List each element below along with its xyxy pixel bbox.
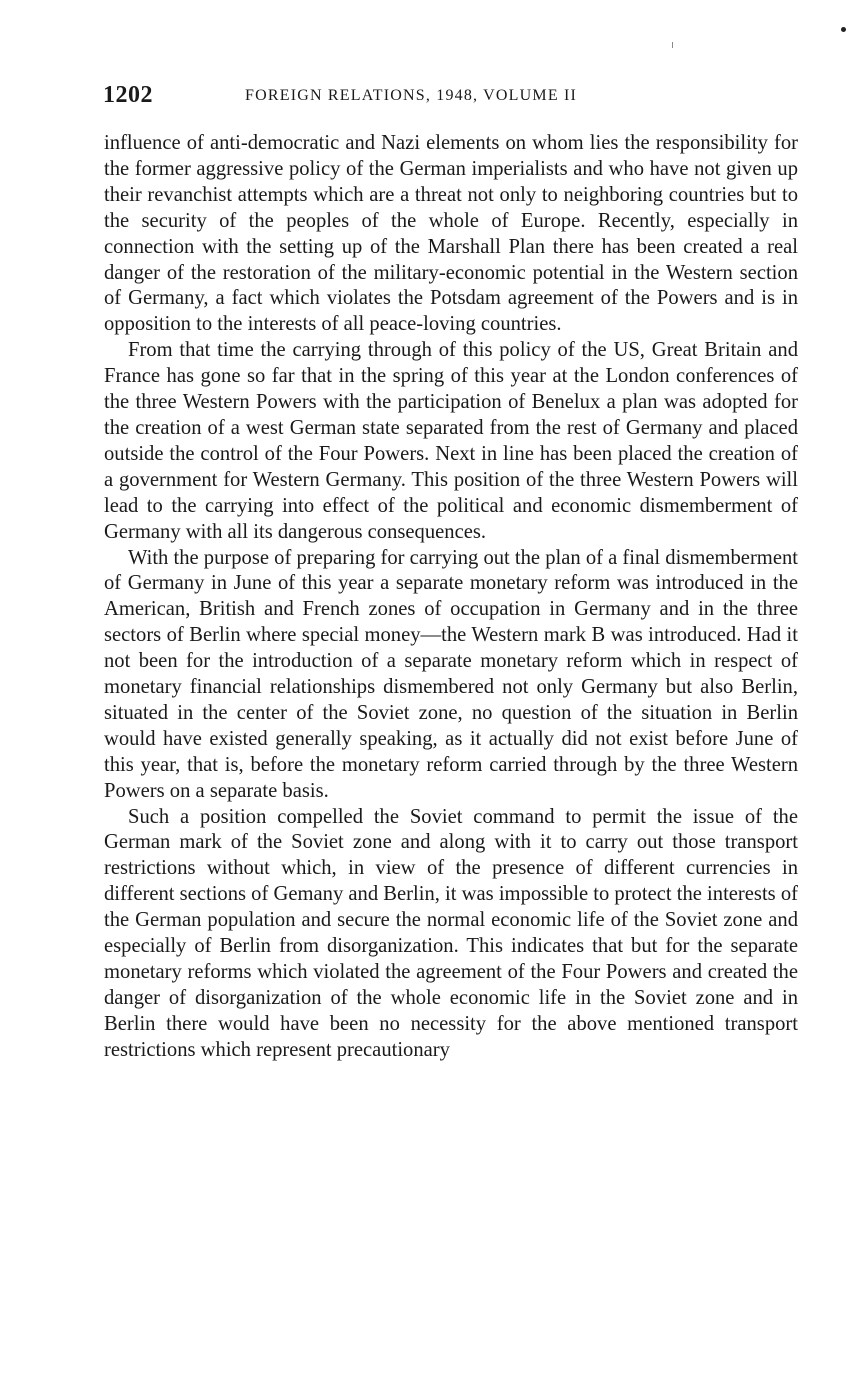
- scan-speck: [672, 42, 673, 48]
- page-number: 1202: [103, 82, 153, 108]
- running-head: [103, 82, 803, 114]
- body-text: [104, 131, 798, 1064]
- paragraph-3: With the purpose of preparing for carrying out the plan of a final dismemberment of Germany in June of this year a separate monetary reform was introduced in the American, British and French zones of occupation in Germany and in the three sectors of Berlin where special money—the Western mark B was introduced. Had it not been for the introduction of a separate monetary reform which in respect of monetary financial relationships dismembered not only Germany but also Berlin, situated in the center of the Soviet zone, no question of the situation in Berlin would have existed generally speaking, as it actually did not exist before June of this year, that is, before the monetary reform carried through by the three Western Powers on a separate basis.: [104, 546, 798, 802]
- running-title: FOREIGN RELATIONS, 1948, VOLUME II: [245, 87, 578, 104]
- paragraph-2: From that time the carrying through of this policy of the US, Great Britain and France has gone so far that in the spring of this year at the London conferences of the three Western Powers with the participation of Benelux a plan was adopted for the creation of a west German state separated from the rest of Germany and placed outside the control of the Four Powers. Next in line has been placed the creation of a government for Western Germany. This position of the three Western Powers will lead to the carrying into effect of the political and economic dismemberment of Germany with all its dangerous consequences.: [104, 339, 798, 543]
- paragraph-4: Such a position compelled the Soviet command to permit the issue of the German mark of the Soviet zone and along with it to carry out those transport restrictions without which, in view of the presence of different currencies in different sections of Gemany and Berlin, it was impossible to protect the interests of the German population and secure the normal economic life of the Soviet zone and especially of Berlin from disorganization. This indicates that but for the separate monetary reforms which violated the agreement of the Four Powers and created the danger of disorganization of the whole economic life in the Soviet zone and in Berlin there would have been no necessity for the above mentioned transport restrictions which represent precautionary: [104, 805, 798, 1061]
- scan-speck: [841, 27, 846, 32]
- paragraph-1: influence of anti-democratic and Nazi elements on whom lies the responsibility for the former aggressive policy of the German imperialists and who have not given up their revanchist attempts which are a threat not only to neighboring countries but to the security of the peoples of the whole of Europe. Recently, especially in connection with the setting up of the Marshall Plan there has been created a real danger of the restoration of the military-economic potential in the Western section of Germany, a fact which violates the Potsdam agreement of the Powers and is in opposition to the interests of all peace-loving countries.: [104, 132, 798, 336]
